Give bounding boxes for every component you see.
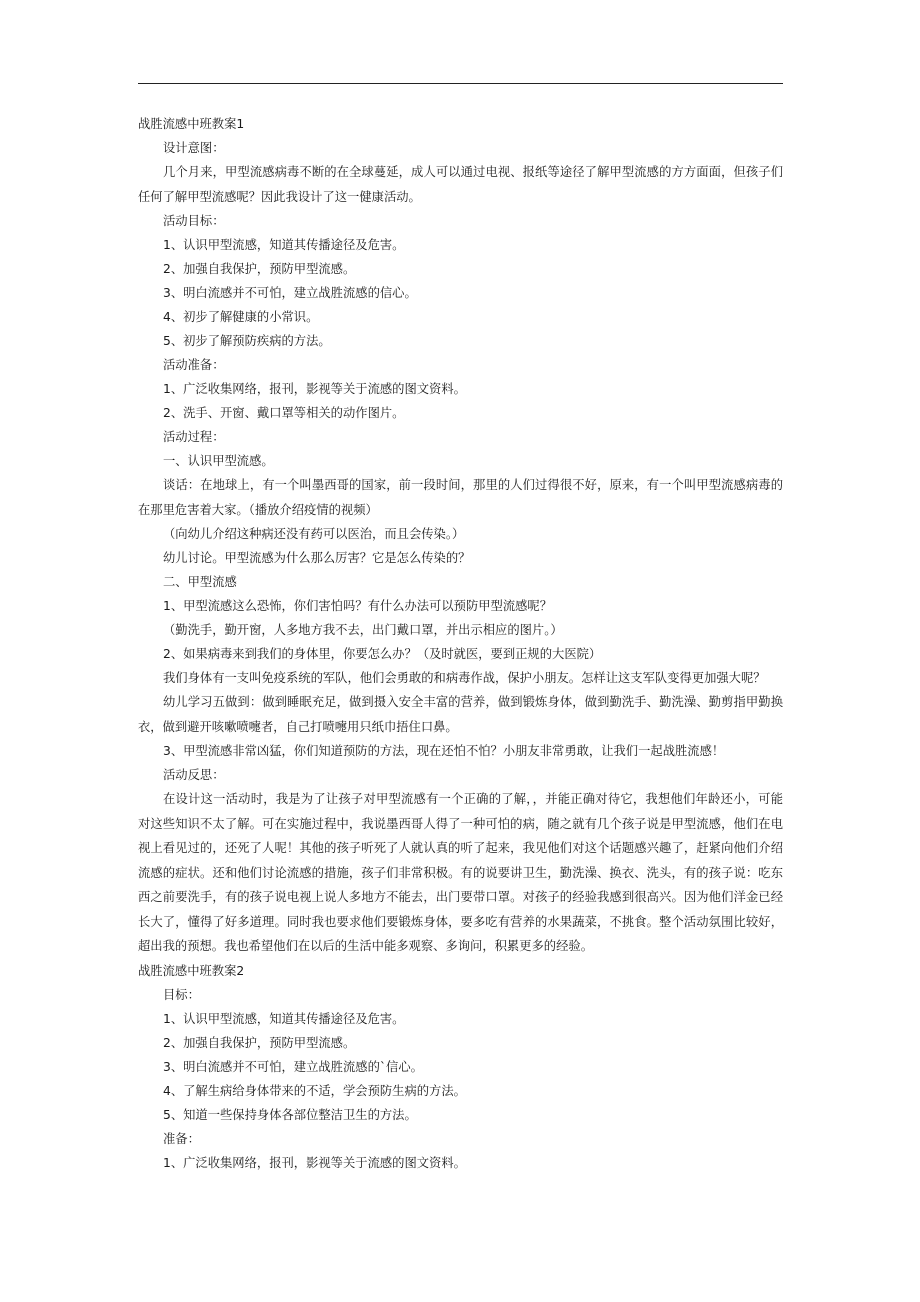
process-step: 二、甲型流感 bbox=[163, 575, 237, 589]
goal-item: 1、认识甲型流感，知道其传播途径及危害。 bbox=[163, 238, 405, 252]
goal-item: 3、明白流感并不可怕，建立战胜流感的`信心。 bbox=[163, 1059, 423, 1074]
goals-heading: 活动目标： bbox=[163, 214, 225, 228]
goal-item: 3、明白流感并不可怕，建立战胜流感的信心。 bbox=[163, 286, 417, 300]
prep-item: 1、广泛收集网络，报刊，影视等关于流感的图文资料。 bbox=[163, 1155, 466, 1170]
goals-heading: 目标： bbox=[163, 987, 200, 1002]
design-text: 几个月来，甲型流感病毒不断的在全球蔓延，成人可以通过电视、报纸等途径了解甲型流感的方方面面，但孩子们任何了解甲型流感呢？因此我设计了这一健康活动。 bbox=[138, 165, 783, 204]
goal-item: 4、了解生病给身体带来的不适，学会预防生病的方法。 bbox=[163, 1083, 466, 1098]
process-step: 幼儿讨论。甲型流感为什么那么厉害？它是怎么传染的？ bbox=[163, 551, 471, 565]
prep-item: 2、洗手、开窗、戴口罩等相关的动作图片。 bbox=[163, 406, 405, 420]
goal-item: 2、加强自我保护，预防甲型流感。 bbox=[163, 262, 356, 276]
goal-item: 2、加强自我保护，预防甲型流感。 bbox=[163, 1035, 356, 1050]
prep-heading: 准备： bbox=[163, 1131, 200, 1146]
process-heading: 活动过程： bbox=[163, 430, 225, 444]
section1-title: 战胜流感中班教案1 bbox=[138, 117, 245, 131]
process-step: （向幼儿介绍这种病还没有药可以医治，而且会传染。） bbox=[163, 527, 465, 541]
prep-heading: 活动准备： bbox=[163, 358, 225, 372]
header-rule bbox=[138, 83, 783, 84]
process-step: 谈话：在地球上，有一个叫墨西哥的国家，前一段时间，那里的人们过得很不好，原来，有一个叫甲型流感病毒的在那里危害着大家。（播放介绍疫情的视频） bbox=[138, 478, 783, 517]
goal-item: 1、认识甲型流感，知道其传播途径及危害。 bbox=[163, 1011, 405, 1026]
document-body bbox=[138, 112, 783, 1175]
process-step: 1、甲型流感这么恐怖，你们害怕吗？有什么办法可以预防甲型流感呢？ bbox=[163, 599, 553, 613]
process-step: 我们身体有一支叫免疫系统的军队，他们会勇敢的和病毒作战，保护小朋友。怎样让这支军队变得更加强大呢？ bbox=[163, 671, 766, 685]
reflection-text: 在设计这一活动时，我是为了让孩子对甲型流感有一个正确的了解，，并能正确对待它，我想他们年龄还小，可能对这些知识不太了解。可在实施过程中，我说墨西哥人得了一种可怕的病，随之就有几个孩子说是甲型流感，他们在电视上看见过的，还死了人呢！其他的孩子听死了人就认真的听了起来，我见他们对这个话题感兴趣了，赶紧向他们介绍流感的症状。还和他们讨论流感的措施，孩子们非常积极。有的说要讲卫生，勤洗澡、换衣、洗头，有的孩子说：吃东西之前要洗手，有的孩子说电视上说人多地方不能去，出门要带口罩。对孩子的经验我感到很高兴。因为他们洋金已经长大了，懂得了好多道理。同时我也要求他们要锻炼身体，要多吃有营养的水果蔬菜，不挑食。整个活动氛围比较好，超出我的预想。我也希望他们在以后的生活中能多观察、多询问，积累更多的经验。 bbox=[138, 792, 783, 953]
design-heading: 设计意图： bbox=[163, 141, 225, 155]
goal-item: 4、初步了解健康的小常识。 bbox=[163, 310, 319, 324]
goal-item: 5、知道一些保持身体各部位整洁卫生的方法。 bbox=[163, 1107, 417, 1122]
process-step: 幼儿学习五做到：做到睡眠充足，做到摄入安全丰富的营养，做到锻炼身体，做到勤洗手、勤洗澡、勤剪指甲勤换衣，做到避开咳嗽喷嚏者，自己打喷嚏用只纸巾捂住口鼻。 bbox=[138, 695, 783, 734]
process-step: 2、如果病毒来到我们的身体里，你要怎么办？（及时就医，要到正规的大医院） bbox=[163, 647, 602, 661]
process-step: 一、认识甲型流感。 bbox=[163, 454, 274, 468]
process-step: （勤洗手，勤开窗，人多地方我不去，出门戴口罩，并出示相应的图片。） bbox=[163, 623, 563, 637]
prep-item: 1、广泛收集网络，报刊，影视等关于流感的图文资料。 bbox=[163, 382, 466, 396]
goal-item: 5、初步了解预防疾病的方法。 bbox=[163, 334, 331, 348]
section2-title: 战胜流感中班教案2 bbox=[138, 963, 245, 978]
reflection-heading: 活动反思： bbox=[163, 768, 225, 782]
process-step: 3、甲型流感非常凶猛，你们知道预防的方法，现在还怕不怕？小朋友非常勇敢，让我们一起战胜流感！ bbox=[163, 744, 725, 758]
